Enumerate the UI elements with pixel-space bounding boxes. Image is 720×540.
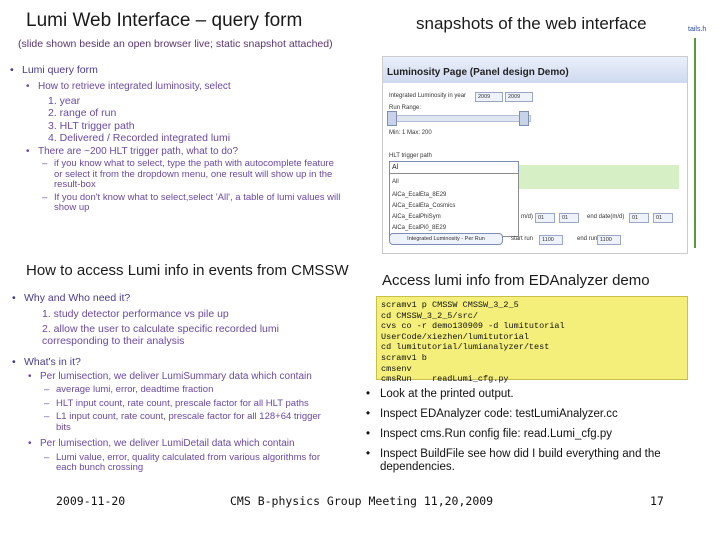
cmssw-access-title: How to access Lumi info in events from CMSSW [26, 262, 349, 279]
end-date-label: end date(m/d) [587, 214, 625, 220]
bullet-lumi-query-form: • Lumi query form [10, 64, 350, 76]
dropdown-option[interactable]: AlCa_EcalEta_8E29 [392, 192, 447, 198]
bullet-how-to-retrieve: • How to retrieve integrated luminosity, select [26, 81, 350, 93]
tip-item: – If you don't know what to select,select 'All', a table of lumi values will show up [42, 193, 342, 214]
int-lumi-label: Integrated Luminosity in year [389, 93, 467, 99]
demo-bullet: • Inspect BuildFile see how did I build everything and the dependencies. [366, 448, 700, 474]
dropdown-option-all[interactable]: All [390, 174, 518, 190]
browser-edge-text: tails.h [688, 26, 707, 33]
lumisummary-item: – HLT input count, rate count, prescale factor for all HLT paths [44, 399, 324, 410]
cmssw-access-section [12, 292, 352, 474]
hlt-path-input[interactable]: Al [389, 161, 519, 174]
md-label: m/d) [521, 214, 533, 220]
month-select[interactable]: 01 [535, 213, 555, 223]
year-start-select[interactable]: 2009 [475, 92, 503, 102]
footer-date: 2009-11-20 [56, 494, 126, 508]
demo-bullet: • Inspect cms.Run config file: read.Lumi_cfg.py [366, 428, 700, 441]
year-end-select[interactable]: 2009 [505, 92, 533, 102]
integrated-lumi-per-run-button[interactable]: Integrated Luminosity - Per Run [389, 233, 503, 245]
command-line: cd lumitutorial/lumianalyzer/test [381, 342, 550, 353]
browser-edge-bar [694, 38, 696, 248]
dropdown-option[interactable]: AlCa_EcalPi0_8E29 [392, 225, 447, 231]
run-range-minmax: Min: 1 Max: 200 [389, 130, 432, 136]
command-line: cd CMSSW_3_2_5/src/ [381, 310, 478, 321]
bullet-lumisummary: • Per lumisection, we deliver LumiSummary data which contain [28, 371, 340, 383]
bullet-lumidetail: • Per lumisection, we deliver LumiDetail data which contain [28, 438, 340, 450]
bullet-hlt-paths: • There are ~200 HLT trigger path, what to do? [26, 146, 350, 158]
command-line: scramv1 p CMSSW CMSSW_3_2_5 [381, 300, 519, 310]
step-item: 2. range of run [48, 107, 117, 119]
lumidetail-item: – Lumi value, error, quality calculated from various algorithms for each bunch crossing [44, 453, 324, 474]
luminosity-page-screenshot [382, 56, 688, 254]
step-item: 3. HLT trigger path [48, 119, 135, 132]
run-range-slider[interactable] [389, 115, 531, 122]
demo-bullet: • Look at the printed output. [366, 388, 700, 401]
run-range-label: Run Range: [389, 105, 422, 111]
end-month-select[interactable]: 01 [629, 213, 649, 223]
command-line: scramv1 b [381, 352, 427, 363]
command-box [376, 296, 688, 385]
command-line: cmsenv [381, 363, 412, 374]
bullet-whats-in-it: • What's in it? [12, 356, 352, 368]
why-item: 1. study detector performance vs pile up [42, 308, 229, 320]
run-range-slider-handle-left[interactable] [387, 111, 397, 126]
query-form-subtitle: (slide shown beside an open browser live; static snapshot attached) [18, 38, 333, 50]
lumidetail-items [44, 453, 324, 474]
start-run-select[interactable]: 1100 [539, 235, 563, 245]
end-day-select[interactable]: 01 [653, 213, 673, 223]
start-run-label: start run [511, 236, 534, 242]
hlt-path-dropdown [389, 173, 519, 237]
step-item: 1. year [48, 94, 81, 107]
why-item: 2. allow the user to calculate specific recorded lumi corresponding to their analysis [42, 322, 279, 347]
lumisummary-items [44, 385, 324, 433]
snapshots-title: snapshots of the web interface [416, 14, 647, 33]
lumisummary-item: – L1 input count, rate count, prescale factor for all 128+64 trigger bits [44, 412, 324, 433]
step-item: 4. Delivered / Recorded integrated lumi [48, 132, 231, 144]
demo-bullet: • Inspect EDAnalyzer code: testLumiAnalyzer.cc [366, 408, 700, 421]
panel-title: Luminosity Page (Panel design Demo) [387, 67, 569, 78]
bullet-why-who: • Why and Who need it? [12, 292, 352, 304]
lumisummary-item: – average lumi, error, deadtime fraction [44, 385, 324, 396]
edanalyzer-demo-title: Access lumi info from EDAnalyzer demo [382, 272, 650, 289]
footer-meeting: CMS B-physics Group Meeting 11,20,2009 [230, 494, 494, 508]
footer-page-number: 17 [650, 494, 664, 508]
query-form-title: Lumi Web Interface – query form [26, 10, 303, 31]
dropdown-option[interactable]: AlCa_EcalPhiSym [392, 214, 441, 220]
demo-bullets [366, 388, 700, 474]
command-line: cvs co -r demo130909 -d lumitutorial UserCode/xiezhen/lumitutorial [381, 321, 565, 342]
result-box [519, 165, 679, 189]
query-form-section [10, 64, 350, 214]
command-line: cmsRun readLumi_cfg.py [381, 374, 509, 385]
tips-list [42, 159, 342, 214]
end-run-label: end run [577, 236, 598, 242]
steps-list [26, 95, 350, 145]
run-range-slider-handle-right[interactable] [519, 111, 529, 126]
hlt-path-label: HLT trigger path [389, 153, 432, 159]
why-items [12, 308, 312, 348]
tip-item: – if you know what to select, type the path with autocomplete feature or select it from the dropdown menu, one result will show up in the result-box [42, 159, 342, 191]
dropdown-option[interactable]: AlCa_EcalEta_Cosmics [392, 203, 456, 209]
day-select[interactable]: 01 [559, 213, 579, 223]
end-run-select[interactable]: 1100 [597, 235, 621, 245]
